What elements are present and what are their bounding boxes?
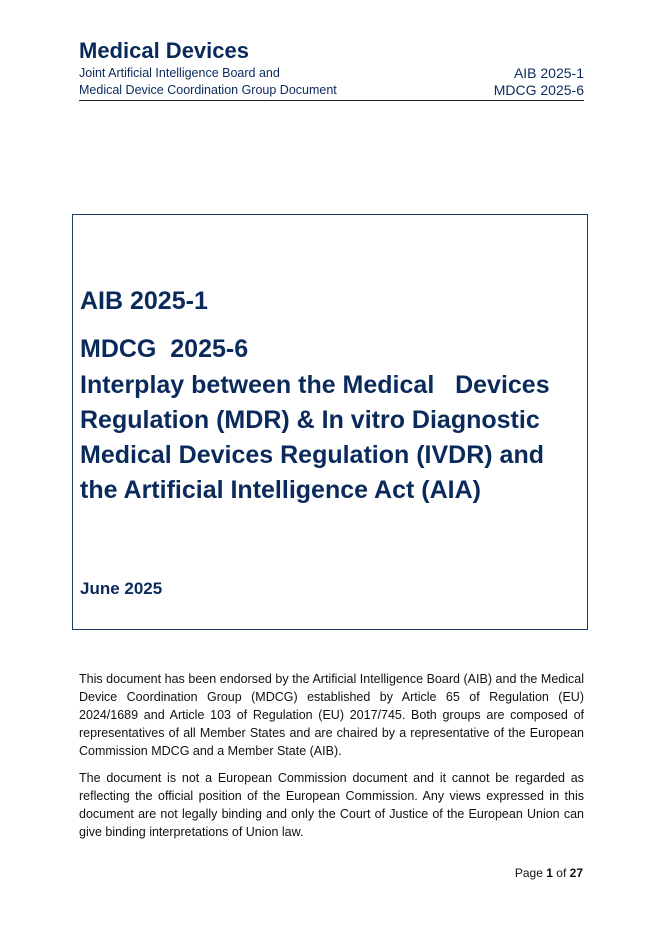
document-title-line: the Artificial Intelligence Act (AIA): [80, 476, 481, 504]
title-box: [72, 214, 588, 630]
header-title: Medical Devices: [79, 38, 249, 63]
header-subtitle: [79, 65, 337, 99]
header-code-mdcg: MDCG 2025-6: [493, 82, 584, 98]
title-code-mdcg: MDCG 2025-6: [80, 335, 249, 363]
endorsement-paragraph: This document has been endorsed by the Artificial Intelligence Board (AIB) and the Medical Device Coordination Group (MDCG) established by Article 65 of Regulation (EU) 2024/1689 and Article 103 of Regulation (EU) 2017/745. Both groups are composed of representatives of all Member States and are chaired by a representative of the European Commission MDCG and a Member State (AIB).: [79, 672, 584, 758]
document-title-line: Regulation (MDR) & In vitro Diagnostic: [80, 406, 540, 434]
title-code-aib: AIB 2025-1: [80, 287, 208, 315]
header-codes: [494, 65, 584, 99]
page-number: [515, 866, 583, 880]
header-subtitle-line1: Joint Artificial Intelligence Board and: [79, 66, 280, 80]
document-title-line: Interplay between the Medical Devices: [80, 371, 550, 399]
legal-disclaimer-paragraph: The document is not a European Commission document and it cannot be regarded as reflecting the official position of the European Commission. Any views expressed in this document are not legally binding and only the Court of Justice of the European Union can give binding interpretations of Union law.: [79, 771, 584, 839]
document-title-line: Medical Devices Regulation (IVDR) and: [80, 441, 544, 469]
header-subtitle-line2: Medical Device Coordination Group Document: [79, 83, 337, 97]
page-of-label: of: [556, 866, 567, 880]
document-title: [80, 368, 585, 508]
page-label: Page: [514, 866, 543, 880]
document-date: June 2025: [80, 579, 163, 598]
header-row: [79, 65, 584, 101]
header-code-aib: AIB 2025-1: [513, 65, 584, 81]
disclaimer-text: [79, 670, 584, 850]
document-header: [79, 38, 584, 101]
page-current: 1: [546, 866, 553, 880]
page-total: 27: [569, 866, 583, 880]
